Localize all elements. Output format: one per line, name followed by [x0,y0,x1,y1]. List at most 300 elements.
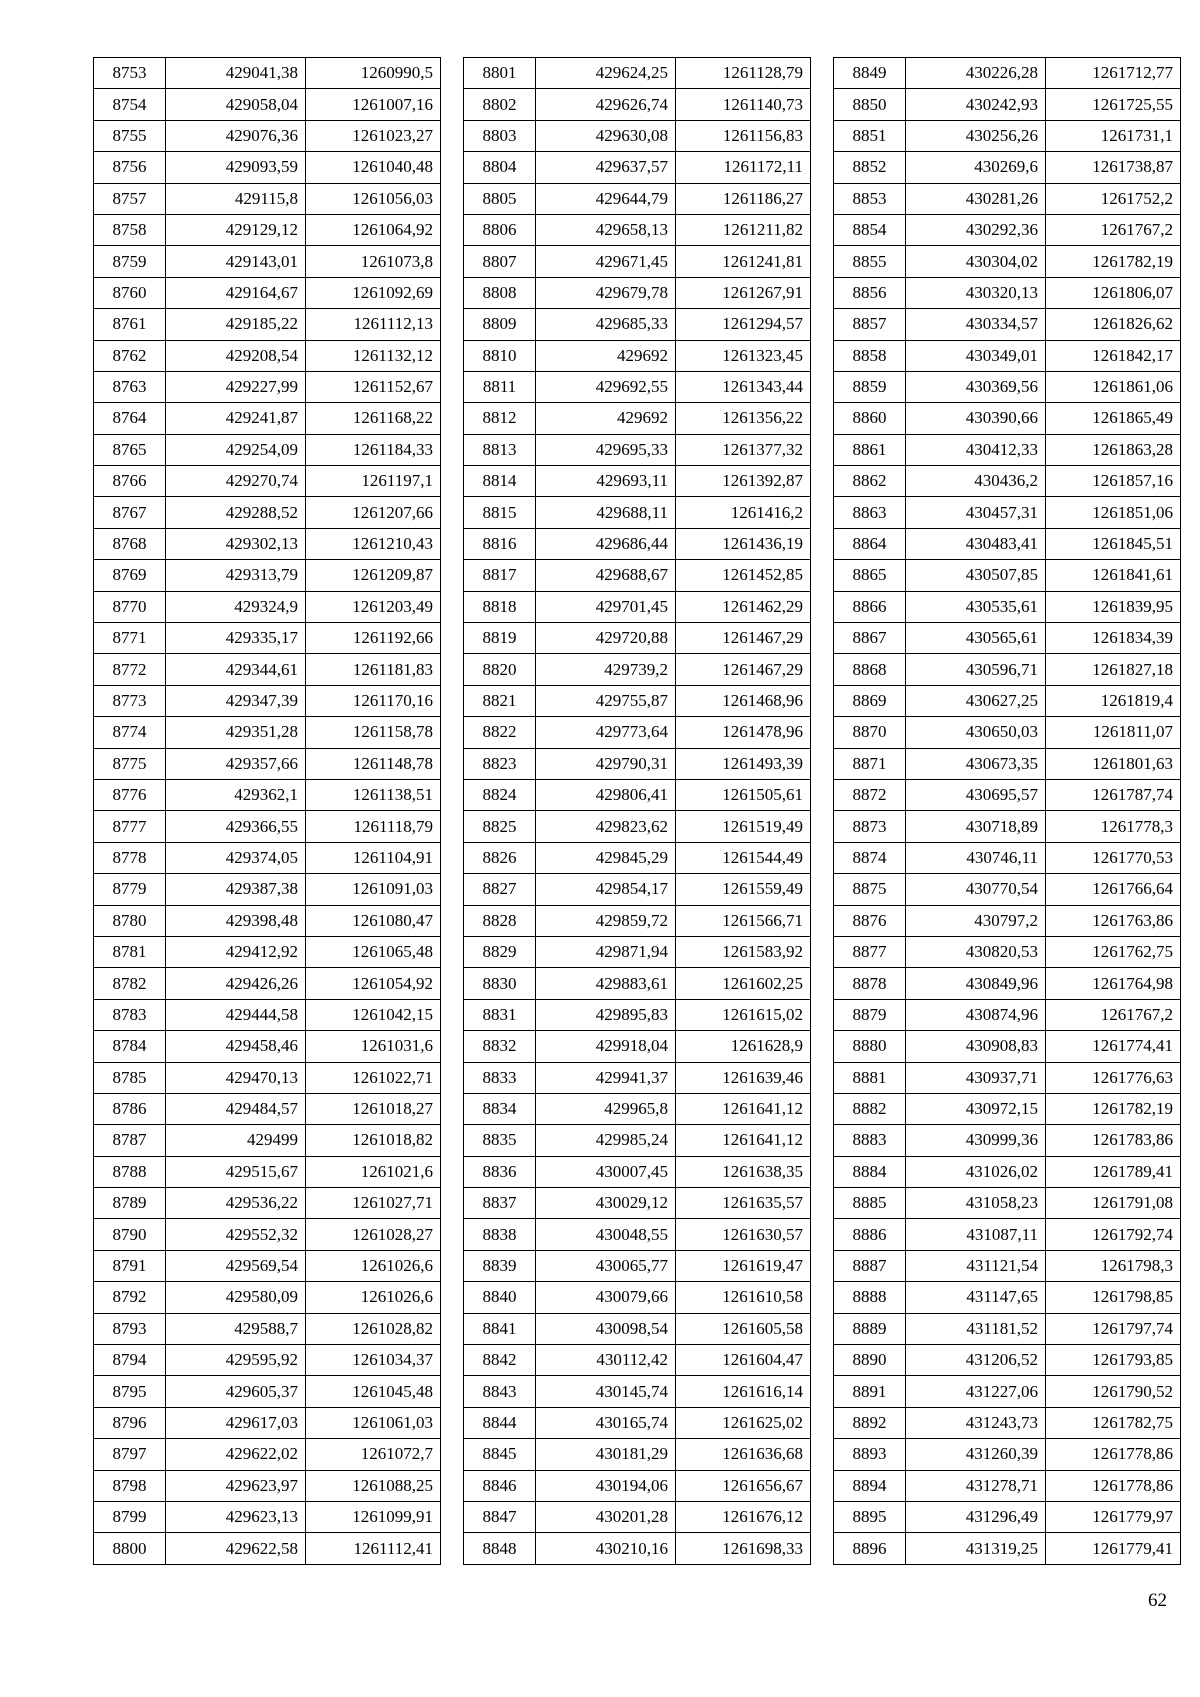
coord-x-cell: 429693,11 [536,466,676,497]
coord-x-cell: 431058,23 [906,1188,1046,1219]
coord-y-cell: 1261186,27 [676,183,811,214]
point-number-cell: 8810 [464,340,536,371]
coord-x-cell: 429679,78 [536,277,676,308]
coord-x-cell: 430673,35 [906,748,1046,779]
coord-x-cell: 431243,73 [906,1407,1046,1438]
coord-x-cell: 431147,65 [906,1282,1046,1313]
coord-y-cell: 1261839,95 [1046,591,1181,622]
coord-y-cell: 1261104,91 [306,842,441,873]
point-number-cell: 8806 [464,214,536,245]
coord-x-cell: 430695,57 [906,779,1046,810]
coord-y-cell: 1261156,83 [676,120,811,151]
table-row [834,434,1181,465]
point-number-cell: 8829 [464,936,536,967]
coord-y-cell: 1261343,44 [676,371,811,402]
table-row [834,1313,1181,1344]
table-row [834,371,1181,402]
point-number-cell: 8809 [464,309,536,340]
coord-y-cell: 1261636,68 [676,1439,811,1470]
table-row [464,1250,811,1281]
coord-x-cell: 429426,26 [166,968,306,999]
coord-x-cell: 430098,54 [536,1313,676,1344]
point-number-cell: 8831 [464,999,536,1030]
coord-x-cell: 429444,58 [166,999,306,1030]
coord-y-cell: 1261026,6 [306,1282,441,1313]
coord-y-cell: 1261778,3 [1046,811,1181,842]
coord-x-cell: 431260,39 [906,1439,1046,1470]
table-row [834,1282,1181,1313]
table-row [94,1313,441,1344]
coord-y-cell: 1261798,85 [1046,1282,1181,1313]
coord-x-cell: 430937,71 [906,1062,1046,1093]
coord-x-cell: 429270,74 [166,466,306,497]
table-row [834,89,1181,120]
table-row [94,1031,441,1062]
page-number: 62 [1148,1590,1167,1611]
coord-y-cell: 1261782,19 [1046,1093,1181,1124]
table-row [94,842,441,873]
table-row [834,779,1181,810]
coord-y-cell: 1261635,57 [676,1188,811,1219]
coord-x-cell: 429484,57 [166,1093,306,1124]
point-number-cell: 8772 [94,654,166,685]
point-number-cell: 8845 [464,1439,536,1470]
table-row [834,1219,1181,1250]
coord-y-cell: 1261798,3 [1046,1250,1181,1281]
coord-x-cell: 429623,13 [166,1501,306,1532]
coord-x-cell: 430256,26 [906,120,1046,151]
point-number-cell: 8883 [834,1125,906,1156]
coord-y-cell: 1261770,53 [1046,842,1181,873]
coord-y-cell: 1261566,71 [676,905,811,936]
coord-y-cell: 1261801,63 [1046,748,1181,779]
point-number-cell: 8864 [834,528,906,559]
coord-x-cell: 431181,52 [906,1313,1046,1344]
coord-y-cell: 1261065,48 [306,936,441,967]
point-number-cell: 8787 [94,1125,166,1156]
coord-y-cell: 1261842,17 [1046,340,1181,371]
coord-y-cell: 1261034,37 [306,1345,441,1376]
point-number-cell: 8895 [834,1501,906,1532]
coord-y-cell: 1261462,29 [676,591,811,622]
coord-y-cell: 1261018,27 [306,1093,441,1124]
point-number-cell: 8860 [834,403,906,434]
point-number-cell: 8881 [834,1062,906,1093]
point-number-cell: 8801 [464,58,536,89]
table-row [464,1125,811,1156]
coord-y-cell: 1261712,77 [1046,58,1181,89]
point-number-cell: 8839 [464,1250,536,1281]
coord-y-cell: 1261027,71 [306,1188,441,1219]
table-row [464,434,811,465]
coord-x-cell: 429883,61 [536,968,676,999]
coord-y-cell: 1261519,49 [676,811,811,842]
coord-x-cell: 429412,92 [166,936,306,967]
table-row [94,779,441,810]
table-row [834,717,1181,748]
coord-x-cell: 430874,96 [906,999,1046,1030]
table-row [94,246,441,277]
point-number-cell: 8799 [94,1501,166,1532]
coord-y-cell: 1261099,91 [306,1501,441,1532]
table-row [834,748,1181,779]
table-row [834,1501,1181,1532]
point-number-cell: 8766 [94,466,166,497]
coord-y-cell: 1261641,12 [676,1125,811,1156]
table-row [464,936,811,967]
coord-x-cell: 429859,72 [536,905,676,936]
coord-y-cell: 1261638,35 [676,1156,811,1187]
point-number-cell: 8853 [834,183,906,214]
point-number-cell: 8893 [834,1439,906,1470]
coord-y-cell: 1261774,41 [1046,1031,1181,1062]
coord-y-cell: 1261783,86 [1046,1125,1181,1156]
coord-y-cell: 1261806,07 [1046,277,1181,308]
coord-x-cell: 430412,33 [906,434,1046,465]
table-row [834,183,1181,214]
point-number-cell: 8763 [94,371,166,402]
table-row [834,528,1181,559]
coord-y-cell: 1261192,66 [306,623,441,654]
point-number-cell: 8776 [94,779,166,810]
coord-x-cell: 430292,36 [906,214,1046,245]
coordinates-table-3 [833,57,1181,1565]
table-row [834,309,1181,340]
point-number-cell: 8842 [464,1345,536,1376]
coord-y-cell: 1261092,69 [306,277,441,308]
point-number-cell: 8803 [464,120,536,151]
table-row [834,591,1181,622]
point-number-cell: 8871 [834,748,906,779]
coord-y-cell: 1261764,98 [1046,968,1181,999]
point-number-cell: 8790 [94,1219,166,1250]
table-row [94,811,441,842]
table-row [834,654,1181,685]
coord-y-cell: 1261377,32 [676,434,811,465]
coord-x-cell: 430112,42 [536,1345,676,1376]
coord-y-cell: 1261170,16 [306,685,441,716]
point-number-cell: 8754 [94,89,166,120]
table-row [834,58,1181,89]
coord-y-cell: 1261731,1 [1046,120,1181,151]
coord-y-cell: 1261767,2 [1046,999,1181,1030]
coord-x-cell: 430269,6 [906,152,1046,183]
coord-y-cell: 1261022,71 [306,1062,441,1093]
coord-y-cell: 1261468,96 [676,685,811,716]
point-number-cell: 8846 [464,1470,536,1501]
coord-x-cell: 429351,28 [166,717,306,748]
coord-y-cell: 1261857,16 [1046,466,1181,497]
coord-y-cell: 1261091,03 [306,874,441,905]
coord-x-cell: 430483,41 [906,528,1046,559]
point-number-cell: 8782 [94,968,166,999]
table-row [834,214,1181,245]
point-number-cell: 8879 [834,999,906,1030]
point-number-cell: 8785 [94,1062,166,1093]
point-number-cell: 8843 [464,1376,536,1407]
coord-x-cell: 430650,03 [906,717,1046,748]
table-row [464,1093,811,1124]
table-row [464,591,811,622]
coord-x-cell: 431026,02 [906,1156,1046,1187]
coord-y-cell: 1261738,87 [1046,152,1181,183]
table-row [464,874,811,905]
point-number-cell: 8841 [464,1313,536,1344]
coord-y-cell: 1261641,12 [676,1093,811,1124]
table-row [834,1439,1181,1470]
point-number-cell: 8792 [94,1282,166,1313]
table-row [464,842,811,873]
coord-x-cell: 431278,71 [906,1470,1046,1501]
coord-y-cell: 1261118,79 [306,811,441,842]
point-number-cell: 8791 [94,1250,166,1281]
point-number-cell: 8880 [834,1031,906,1062]
table-row [834,403,1181,434]
point-number-cell: 8762 [94,340,166,371]
coord-y-cell: 1261436,19 [676,528,811,559]
point-number-cell: 8836 [464,1156,536,1187]
table-row [94,1062,441,1093]
coord-y-cell: 1261625,02 [676,1407,811,1438]
point-number-cell: 8811 [464,371,536,402]
coord-x-cell: 429536,22 [166,1188,306,1219]
table-row [94,654,441,685]
coord-y-cell: 1261792,74 [1046,1219,1181,1250]
coord-y-cell: 1261452,85 [676,560,811,591]
coord-x-cell: 430849,96 [906,968,1046,999]
point-number-cell: 8769 [94,560,166,591]
coord-x-cell: 429241,87 [166,403,306,434]
point-number-cell: 8840 [464,1282,536,1313]
table-row [464,152,811,183]
coord-x-cell: 430048,55 [536,1219,676,1250]
point-number-cell: 8856 [834,277,906,308]
point-number-cell: 8868 [834,654,906,685]
point-number-cell: 8838 [464,1219,536,1250]
coord-x-cell: 429313,79 [166,560,306,591]
coord-x-cell: 429058,04 [166,89,306,120]
coord-y-cell: 1261061,03 [306,1407,441,1438]
coord-x-cell: 430999,36 [906,1125,1046,1156]
table-row [464,1062,811,1093]
coord-y-cell: 1261021,6 [306,1156,441,1187]
coord-x-cell: 429093,59 [166,152,306,183]
table-row [464,748,811,779]
table-row [464,214,811,245]
coord-x-cell: 429688,11 [536,497,676,528]
table-row [94,89,441,120]
coord-y-cell: 1261267,91 [676,277,811,308]
point-number-cell: 8771 [94,623,166,654]
table-row [94,1345,441,1376]
point-number-cell: 8865 [834,560,906,591]
point-number-cell: 8875 [834,874,906,905]
coord-x-cell: 430390,66 [906,403,1046,434]
coord-y-cell: 1261072,7 [306,1439,441,1470]
coord-y-cell: 1261778,86 [1046,1439,1181,1470]
coord-x-cell: 430181,29 [536,1439,676,1470]
coord-y-cell: 1261793,85 [1046,1345,1181,1376]
table-row [464,528,811,559]
table-row [464,403,811,434]
coord-x-cell: 429470,13 [166,1062,306,1093]
point-number-cell: 8896 [834,1533,906,1564]
coord-y-cell: 1261779,41 [1046,1533,1181,1564]
table-row [94,277,441,308]
point-number-cell: 8861 [834,434,906,465]
table-row [834,811,1181,842]
table-row [94,528,441,559]
point-number-cell: 8774 [94,717,166,748]
coord-x-cell: 429344,61 [166,654,306,685]
coord-y-cell: 1261152,67 [306,371,441,402]
coord-y-cell: 1261630,57 [676,1219,811,1250]
coord-x-cell: 429362,1 [166,779,306,810]
table-row [94,591,441,622]
point-number-cell: 8804 [464,152,536,183]
table-row [94,874,441,905]
coord-x-cell: 429701,45 [536,591,676,622]
point-number-cell: 8761 [94,309,166,340]
coord-y-cell: 1261827,18 [1046,654,1181,685]
point-number-cell: 8894 [834,1470,906,1501]
coord-x-cell: 429685,33 [536,309,676,340]
point-number-cell: 8800 [94,1533,166,1564]
table-row [834,152,1181,183]
point-number-cell: 8767 [94,497,166,528]
coord-x-cell: 429617,03 [166,1407,306,1438]
coord-x-cell: 429623,97 [166,1470,306,1501]
table-row [94,434,441,465]
table-row [464,654,811,685]
point-number-cell: 8798 [94,1470,166,1501]
point-number-cell: 8830 [464,968,536,999]
coord-y-cell: 1261616,14 [676,1376,811,1407]
table-row [834,1407,1181,1438]
coord-y-cell: 1261826,62 [1046,309,1181,340]
table-row [834,340,1181,371]
point-number-cell: 8884 [834,1156,906,1187]
table-row [94,1282,441,1313]
coord-y-cell: 1261767,2 [1046,214,1181,245]
coord-x-cell: 430718,89 [906,811,1046,842]
coord-x-cell: 429595,92 [166,1345,306,1376]
point-number-cell: 8863 [834,497,906,528]
coord-x-cell: 430436,2 [906,466,1046,497]
point-number-cell: 8827 [464,874,536,905]
coord-x-cell: 430334,57 [906,309,1046,340]
coord-y-cell: 1261834,39 [1046,623,1181,654]
point-number-cell: 8758 [94,214,166,245]
point-number-cell: 8855 [834,246,906,277]
point-number-cell: 8757 [94,183,166,214]
coord-x-cell: 429965,8 [536,1093,676,1124]
coord-x-cell: 429143,01 [166,246,306,277]
point-number-cell: 8795 [94,1376,166,1407]
coord-y-cell: 1261112,13 [306,309,441,340]
point-number-cell: 8848 [464,1533,536,1564]
point-number-cell: 8826 [464,842,536,873]
coord-x-cell: 429115,8 [166,183,306,214]
coord-y-cell: 1261241,81 [676,246,811,277]
table-row [94,1501,441,1532]
coord-y-cell: 1261128,79 [676,58,811,89]
point-number-cell: 8797 [94,1439,166,1470]
coord-y-cell: 1261656,67 [676,1470,811,1501]
coord-x-cell: 430746,11 [906,842,1046,873]
coord-x-cell: 429871,94 [536,936,676,967]
coord-y-cell: 1261210,43 [306,528,441,559]
coord-x-cell: 429374,05 [166,842,306,873]
table-row [464,340,811,371]
coord-x-cell: 429254,09 [166,434,306,465]
table-row [94,1439,441,1470]
coord-y-cell: 1261841,61 [1046,560,1181,591]
coord-y-cell: 1261323,45 [676,340,811,371]
point-number-cell: 8876 [834,905,906,936]
coord-x-cell: 429605,37 [166,1376,306,1407]
point-number-cell: 8813 [464,434,536,465]
coord-x-cell: 429644,79 [536,183,676,214]
coord-x-cell: 430226,28 [906,58,1046,89]
table-row [464,1031,811,1062]
table-row [464,371,811,402]
point-number-cell: 8857 [834,309,906,340]
point-number-cell: 8850 [834,89,906,120]
coord-x-cell: 430007,45 [536,1156,676,1187]
coord-y-cell: 1261140,73 [676,89,811,120]
point-number-cell: 8834 [464,1093,536,1124]
coord-x-cell: 430369,56 [906,371,1046,402]
table-row [464,1313,811,1344]
coordinates-table-1 [93,57,441,1565]
table-row [94,623,441,654]
coord-x-cell: 429941,37 [536,1062,676,1093]
coord-y-cell: 1261028,82 [306,1313,441,1344]
coord-x-cell: 429387,38 [166,874,306,905]
coord-y-cell: 1261789,41 [1046,1156,1181,1187]
coord-y-cell: 1261018,82 [306,1125,441,1156]
table-row [94,905,441,936]
coord-x-cell: 430797,2 [906,905,1046,936]
table-row [834,1470,1181,1501]
table-row [464,623,811,654]
coord-y-cell: 1261790,52 [1046,1376,1181,1407]
coord-y-cell: 1261132,12 [306,340,441,371]
coord-x-cell: 429692,55 [536,371,676,402]
coord-x-cell: 429658,13 [536,214,676,245]
coord-x-cell: 429366,55 [166,811,306,842]
coord-x-cell: 429739,2 [536,654,676,685]
point-number-cell: 8885 [834,1188,906,1219]
table-row [464,1219,811,1250]
table-row [464,1345,811,1376]
point-number-cell: 8877 [834,936,906,967]
table-row [464,1501,811,1532]
point-number-cell: 8789 [94,1188,166,1219]
coord-x-cell: 430242,93 [906,89,1046,120]
coord-y-cell: 1261392,87 [676,466,811,497]
point-number-cell: 8859 [834,371,906,402]
table-row [464,89,811,120]
coord-x-cell: 429773,64 [536,717,676,748]
table-row [834,1376,1181,1407]
table-row [834,1250,1181,1281]
table-row [464,183,811,214]
point-number-cell: 8849 [834,58,906,89]
point-number-cell: 8891 [834,1376,906,1407]
point-number-cell: 8837 [464,1188,536,1219]
